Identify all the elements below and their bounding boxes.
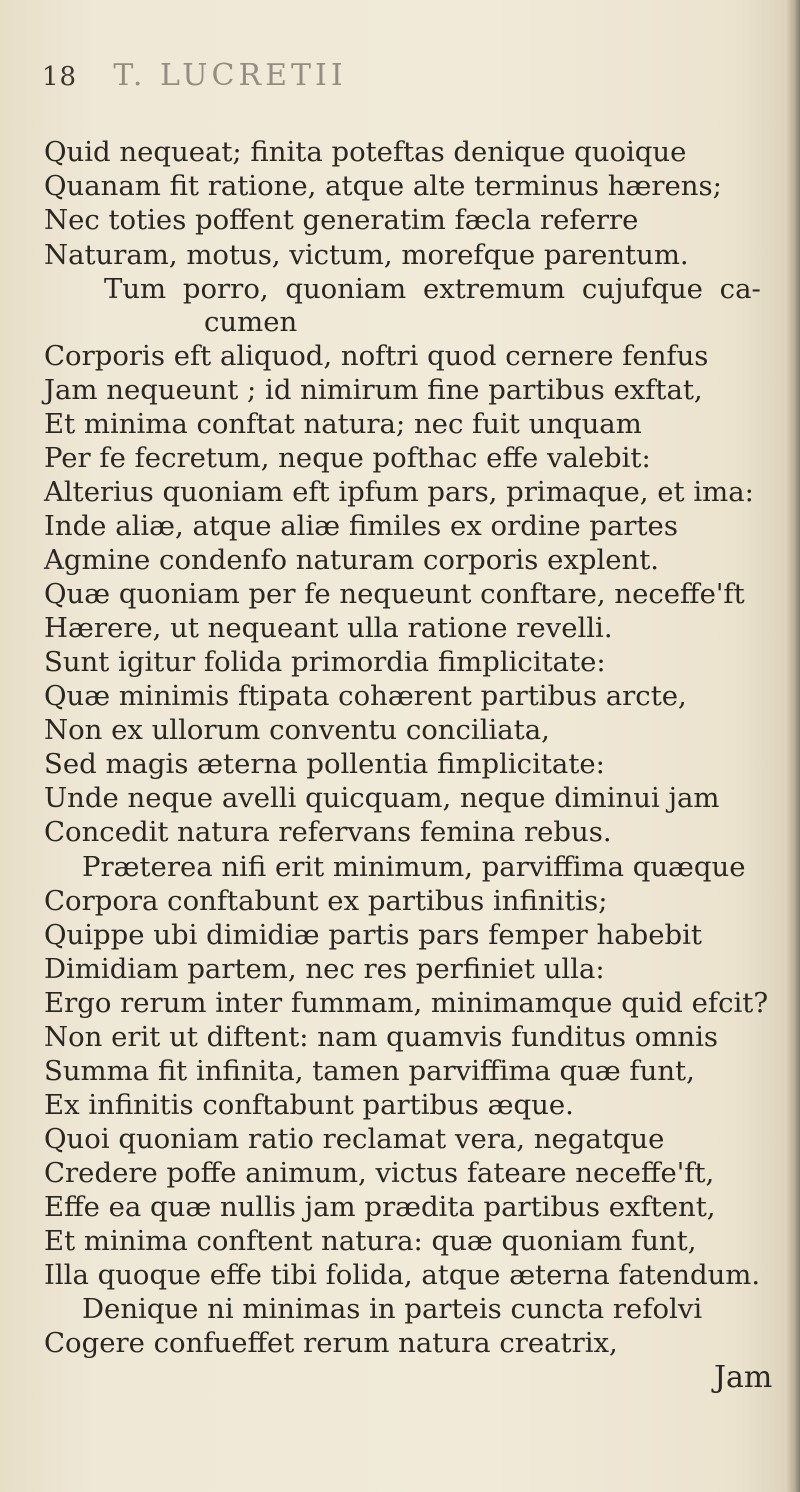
text-line: Corporis eft aliquod, noftri quod cernere fenfus bbox=[44, 340, 709, 372]
text-line: Corpora conftabunt ex partibus infinitis; bbox=[44, 885, 608, 917]
text-line: Agmine condenfo naturam corporis explent. bbox=[44, 544, 660, 576]
text-line: Illa quoque effe tibi folida, atque æterna fatendum. bbox=[44, 1259, 761, 1291]
page-header bbox=[42, 58, 742, 102]
text-line: Ex infinitis conftabunt partibus æque. bbox=[44, 1089, 574, 1121]
text-line: Summa fit infinita, tamen parviffima quæ funt, bbox=[44, 1055, 695, 1087]
text-line: Effe ea quæ nullis jam prædita partibus exftent, bbox=[44, 1191, 716, 1223]
text-line: Et minima conftent natura: quæ quoniam funt, bbox=[44, 1225, 697, 1257]
text-line: Quid nequeat; finita poteftas denique quoique bbox=[44, 136, 687, 168]
text-line: Non erit ut diftent: nam quamvis funditus omnis bbox=[44, 1021, 719, 1053]
text-line: Inde aliæ, atque aliæ fimiles ex ordine partes bbox=[44, 510, 678, 542]
text-line: Quoi quoniam ratio reclamat vera, negatque bbox=[44, 1123, 665, 1155]
text-line: Præterea nifi erit minimum, parviffima quæque bbox=[82, 851, 746, 883]
text-line: Quippe ubi dimidiæ partis pars femper habebit bbox=[44, 919, 702, 951]
text-line: Ergo rerum inter fummam, minimamque quid efcit? bbox=[44, 987, 769, 1019]
running-title: T. LUCRETII bbox=[113, 58, 347, 93]
text-line: Alterius quoniam eft ipfum pars, primaque, et ima: bbox=[44, 476, 754, 508]
text-line: Denique ni minimas in parteis cuncta refolvi bbox=[82, 1293, 703, 1325]
text-line: Quæ minimis ftipata cohærent partibus arcte, bbox=[44, 680, 687, 712]
text-line: Naturam, motus, victum, morefque parentum. bbox=[44, 239, 689, 271]
text-line: cumen bbox=[204, 306, 298, 338]
text-line: Concedit natura refervans femina rebus. bbox=[44, 816, 612, 848]
text-line: Unde neque avelli quicquam, neque diminui jam bbox=[44, 782, 720, 814]
text-line: Jam nequeunt ; id nimirum fine partibus exftat, bbox=[44, 374, 703, 406]
text-line: Per fe fecretum, neque pofthac effe valebit: bbox=[44, 442, 651, 474]
text-line: Sed magis æterna pollentia fimplicitate: bbox=[44, 748, 605, 780]
text-line: Nec toties poffent generatim fæcla referre bbox=[44, 204, 639, 236]
text-line: Credere poffe animum, victus fateare neceffe'ft, bbox=[44, 1157, 715, 1189]
text-line: Sunt igitur folida primordia fimplicitate: bbox=[44, 646, 606, 678]
page-number: 18 bbox=[42, 62, 78, 92]
text-line: Quanam fit ratione, atque alte terminus hærens; bbox=[44, 170, 722, 202]
text-line: Cogere confueffet rerum natura creatrix, bbox=[44, 1327, 618, 1359]
text-line: Et minima conftat natura; nec fuit unquam bbox=[44, 408, 642, 440]
text-line: Quæ quoniam per fe nequeunt conftare, neceffe'ft bbox=[44, 578, 745, 610]
catchword: Jam bbox=[714, 1360, 773, 1395]
text-line: Tum porro, quoniam extremum cujufque ca- bbox=[104, 273, 761, 305]
text-line: Dimidiam partem, nec res perfiniet ulla: bbox=[44, 953, 605, 985]
text-line: Non ex ullorum conventu conciliata, bbox=[44, 714, 550, 746]
page-edge-shadow bbox=[786, 0, 800, 1492]
text-line: Hærere, ut nequeant ulla ratione revelli. bbox=[44, 612, 613, 644]
